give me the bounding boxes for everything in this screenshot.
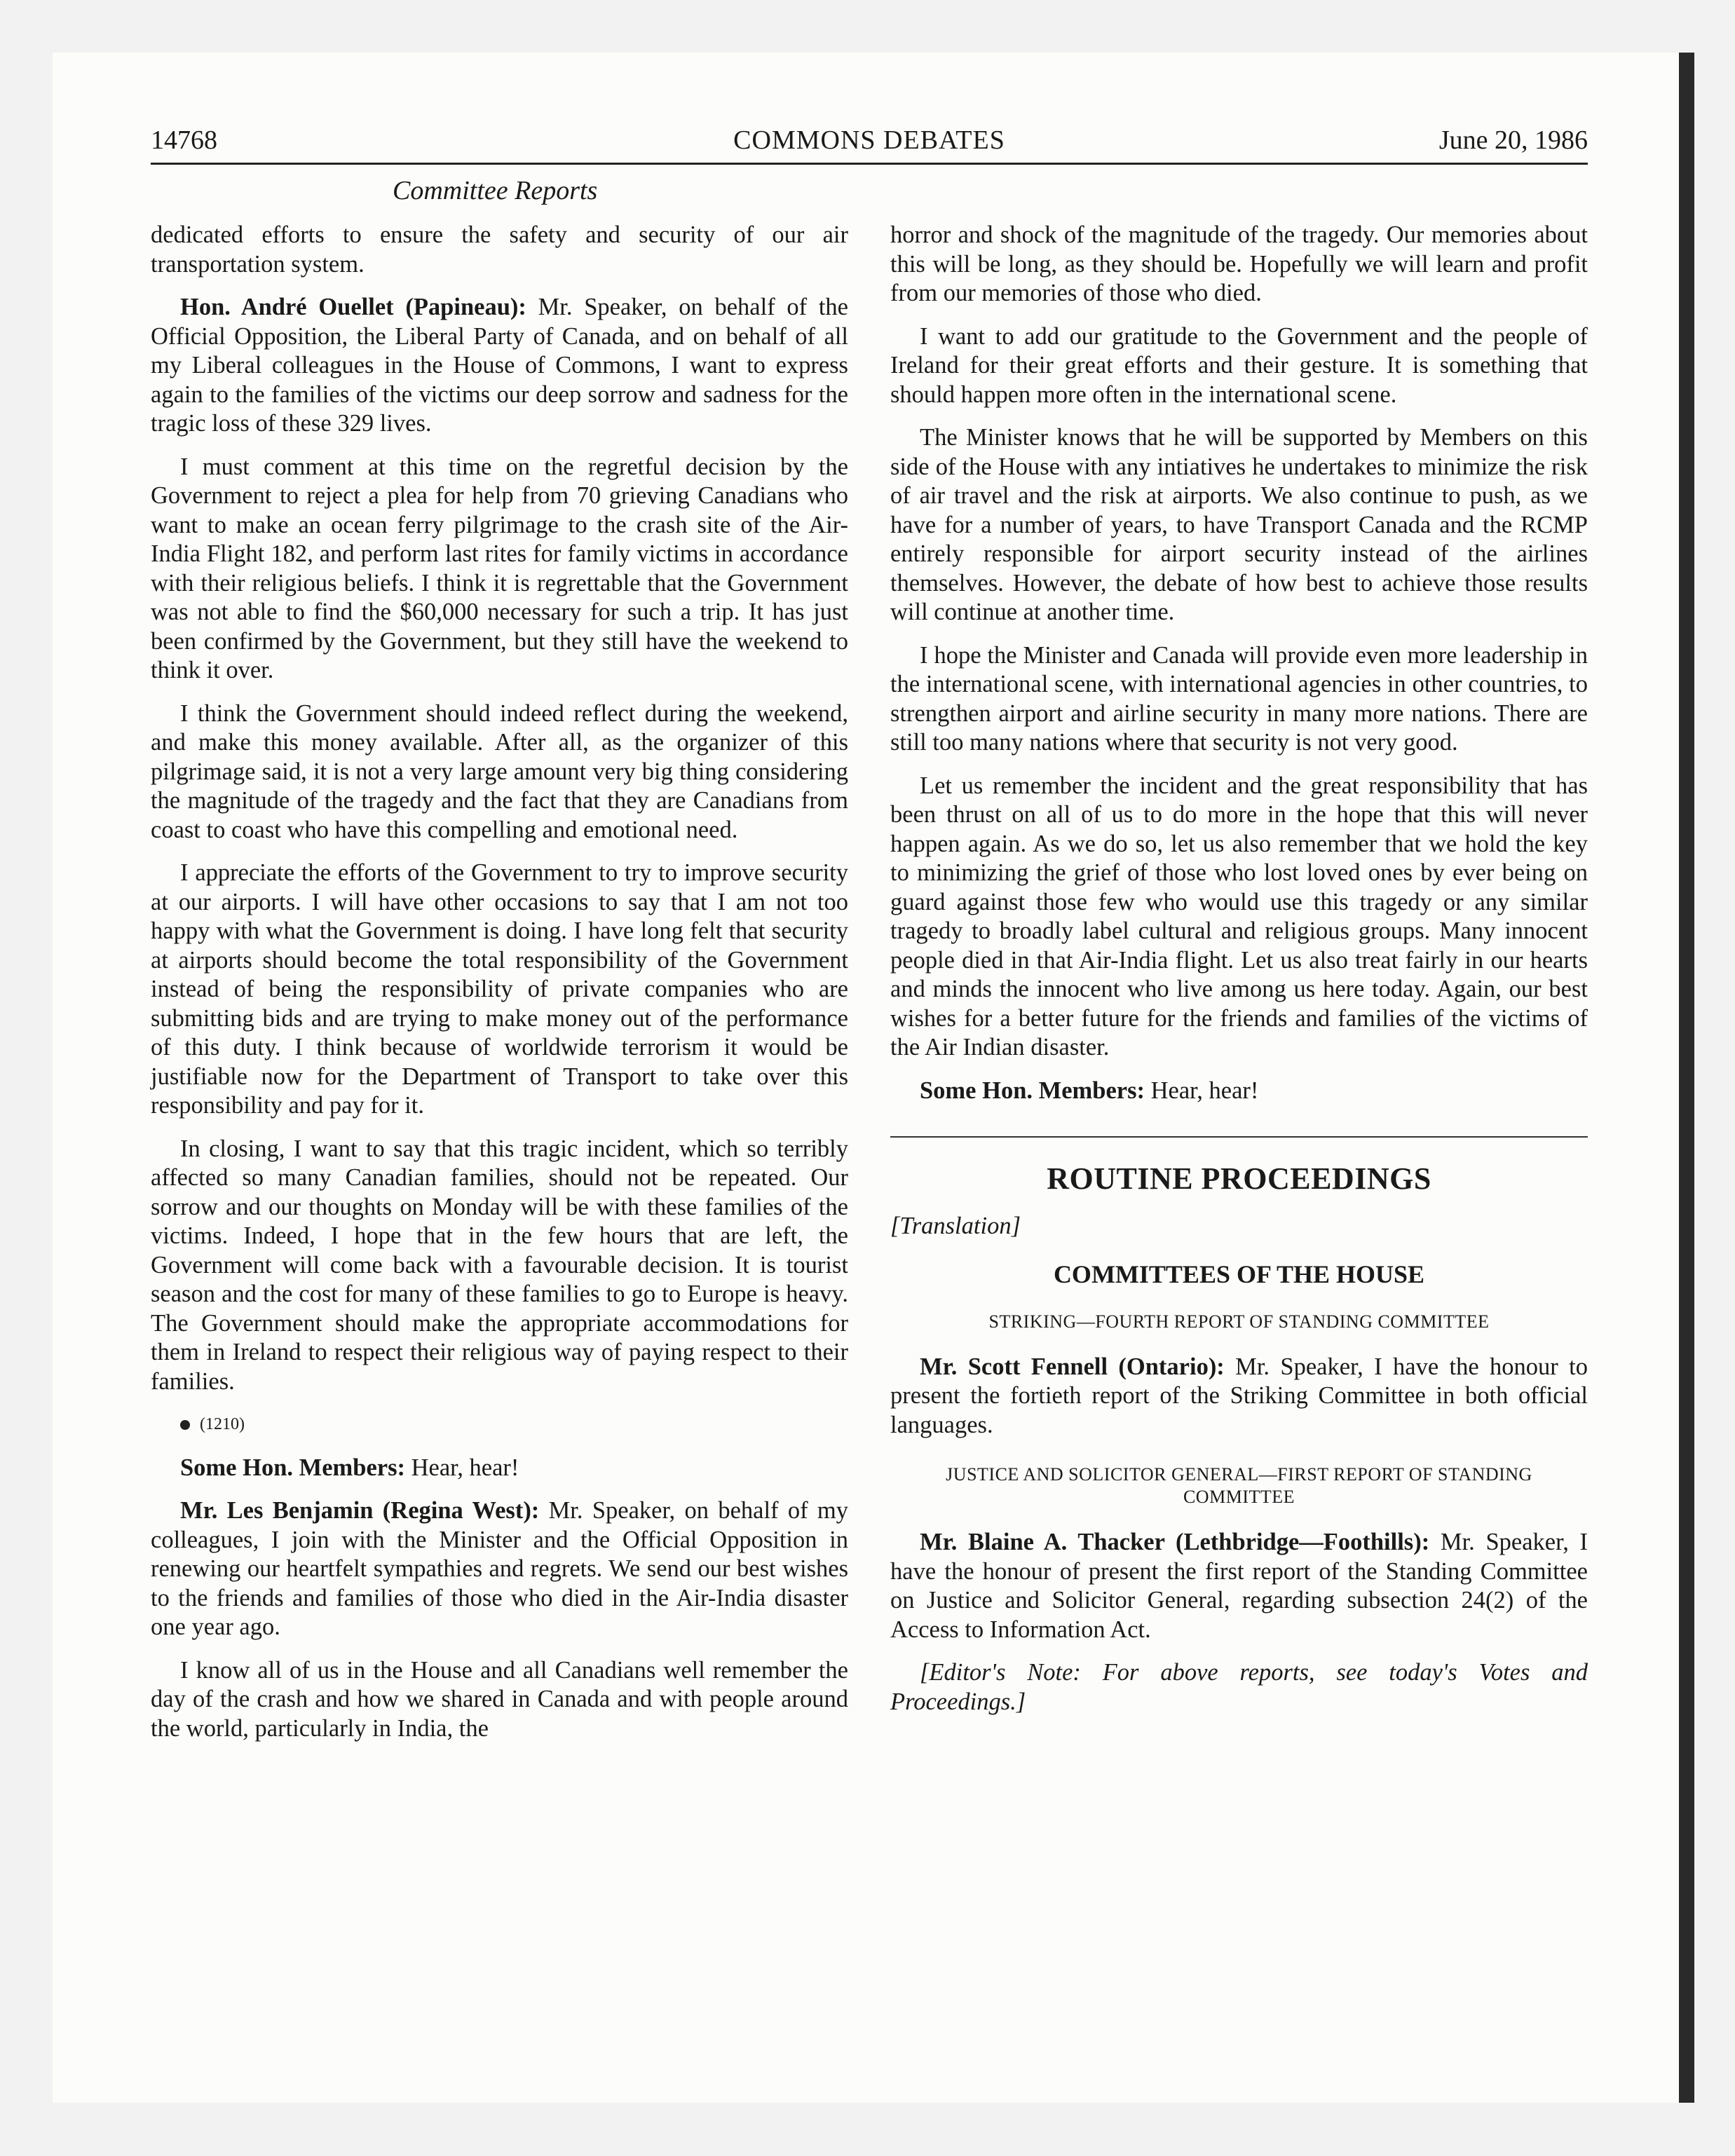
paragraph: I must comment at this time on the regretful decision by the Government to reject a plea for help from 70 grieving Canadians who want to make an ocean ferry pilgrimage to the crash site of the Air-India Flight 182, and perform last rites for family victims in accordance with their religious beliefs. I think it is regrettable that the Government was not able to find the $60,000 necessary for such a trip. It has just been confirmed by the Government, but they still have the weekend to think it over. — [151, 453, 848, 683]
running-header — [151, 125, 1588, 167]
speaker-name: Mr. Scott Fennell (Ontario): — [920, 1353, 1225, 1380]
section-label: Committee Reports — [393, 176, 598, 205]
time-marker-text: (1210) — [200, 1415, 245, 1433]
paragraph — [151, 1496, 848, 1642]
paragraph: I hope the Minister and Canada will provide even more leadership in the international scene, with international agencies in other countries, to strengthen airport and airline security in many more nations. There are still too many nations where that security is not very good. — [890, 641, 1588, 756]
speaker-name: Mr. Les Benjamin (Regina West): — [180, 1497, 540, 1524]
editor-note: [Editor's Note: For above reports, see today's Votes and Proceedings.] — [890, 1659, 1588, 1715]
speech-text: Hear, hear! — [1144, 1077, 1259, 1104]
speaker-name: Mr. Blaine A. Thacker (Lethbridge—Foothills): — [920, 1529, 1430, 1555]
paragraph: I think the Government should indeed reflect during the weekend, and make this money available. After all, as the organizer of this pilgrimage said, it is not a very large amount very big thing considering the magnitude of the tragedy and the fact that they are Canadians from coast to coast who have this compelling and emotional need. — [151, 700, 848, 843]
paragraph: The Minister knows that he will be supported by Members on this side of the House with any intiatives he undertakes to minimize the risk of air travel and the risk at airports. We also continue to push, as we have for a number of years, to have Transport Canada and the RCMP entirely responsible for airport security instead of the airlines themselves. However, the debate of how best to achieve those results will continue at another time. — [890, 424, 1588, 625]
page-number: 14768 — [151, 125, 217, 155]
paragraph: I know all of us in the House and all Canadians well remember the day of the crash and how we shared in Canada and with people around the world, particularly in India, the — [151, 1656, 848, 1742]
time-marker — [151, 1410, 848, 1440]
translation-note: [Translation] — [890, 1212, 1021, 1239]
bullet-dot-icon — [180, 1420, 190, 1430]
paragraph — [151, 293, 848, 439]
header-rule — [151, 163, 1588, 165]
speech-text: Mr. Speaker, on behalf of the Official Opposition, the Liberal Party of Canada, and on behalf of all my Liberal colleagues in the House of Commons, I want to express again to the families of the victims our deep sorrow and sadness for the tragic loss of these 329 lives. — [151, 294, 848, 437]
left-column — [151, 221, 848, 1757]
speaker-name: Some Hon. Members: — [180, 1454, 405, 1481]
heading-striking-report: STRIKING—FOURTH REPORT OF STANDING COMMITTEE — [988, 1311, 1490, 1332]
paragraph: horror and shock of the magnitude of the tragedy. Our memories about this will be long, as they should be. Hopefully we will learn and profit from our memories of those who died. — [890, 221, 1588, 306]
speech-text: Hear, hear! — [404, 1454, 519, 1481]
paragraph: I want to add our gratitude to the Government and the people of Ireland for their great efforts and their gesture. It is something that should happen more often in the international scene. — [890, 322, 1588, 408]
paragraph — [151, 1454, 848, 1483]
heading-routine-proceedings: ROUTINE PROCEEDINGS — [1047, 1161, 1431, 1196]
speech-text: Mr. Speaker, I have the honour of present the first report of the Standing Committee on Justice and Solicitor General, regarding subsection 24(2) of the Access to Information Act. — [890, 1529, 1588, 1643]
paragraph — [890, 1077, 1588, 1106]
binding-edge — [1679, 53, 1694, 2103]
speech-text: Mr. Speaker, on behalf of my colleagues, I join with the Minister and the Official Opposition in renewing our heartfelt sympathies and regrets. We send our best wishes to the friends and families of those who died in the Air-India disaster one year ago. — [151, 1497, 848, 1640]
paragraph: dedicated efforts to ensure the safety and security of our air transportation system. — [151, 221, 848, 278]
speaker-name: Some Hon. Members: — [920, 1077, 1145, 1104]
publication-title: COMMONS DEBATES — [733, 125, 1005, 155]
speech-text: Mr. Speaker, I have the honour to present the fortieth report of the Striking Committee in both official languages. — [890, 1353, 1588, 1438]
paragraph — [890, 1528, 1588, 1644]
speaker-name: Hon. André Ouellet (Papineau): — [180, 294, 526, 320]
right-column — [890, 221, 1588, 1731]
section-divider — [890, 1136, 1588, 1138]
paragraph: I appreciate the efforts of the Government to try to improve security at our airports. I will have other occasions to say that I am not too happy with what the Government is doing. I have long felt that security at airports should become the total responsibility of the Government instead of being the responsibility of private companies who are submitting bids and are trying to make money out of the performance of this duty. I think because of worldwide terrorism it would be justifiable now for the Department of Transport to take over this responsibility and pay for it. — [151, 859, 848, 1119]
paragraph — [890, 1353, 1588, 1440]
heading-committees: COMMITTEES OF THE HOUSE — [1053, 1260, 1425, 1288]
paragraph: In closing, I want to say that this tragic incident, which so terribly affected so many Canadian families, should not be repeated. Our sorrow and our thoughts on Monday will be with these families of the victims. Indeed, I hope that in the few hours that are left, the Government will come back with a favourable decision. It is tourist season and the cost for many of these families to go to Europe is heavy. The Government should make the appropriate accommodations for them in Ireland to respect their religious way of paying respect to their families. — [151, 1135, 848, 1395]
paragraph: Let us remember the incident and the great responsibility that has been thrust on all of us to do more in the hope that this will never happen again. As we do so, let us also remember that we hold the key to minimizing the grief of those who lost loved ones by ever being on guard against those few who would use this tragedy or any similar tragedy to broadly label cultural and religious groups. Many innocent people died in that Air-India flight. Let us also treat fairly in our hearts and minds the innocent who live among us here today. Again, our best wishes for a better future for the friends and families of the victims of the Air Indian disaster. — [890, 772, 1588, 1060]
issue-date: June 20, 1986 — [1438, 125, 1588, 155]
heading-justice-report: JUSTICE AND SOLICITOR GENERAL—FIRST REPORT OF STANDING COMMITTEE — [946, 1464, 1532, 1507]
